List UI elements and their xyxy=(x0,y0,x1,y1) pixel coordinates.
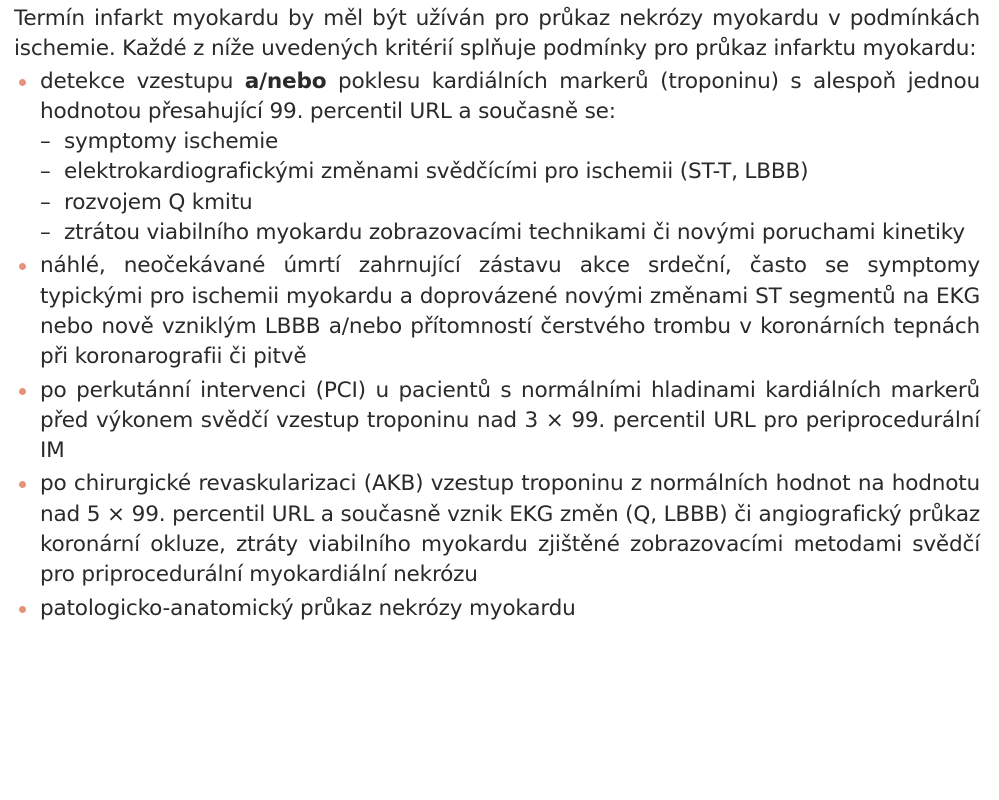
sub-item-text: rozvojem Q kmitu xyxy=(64,189,253,215)
criterion-3 xyxy=(14,376,980,467)
dash-icon: – xyxy=(40,159,51,185)
criterion-1-text-before: detekce vzestupu xyxy=(40,68,245,94)
criterion-1-text-after: poklesu kardiálních markerů (troponinu) s alespoň jednou hodnotou přesahující 99. percentil URL a současně se: xyxy=(40,68,980,124)
criterion-1-bold: a/nebo xyxy=(244,68,327,94)
sub-item xyxy=(40,218,980,248)
criterion-5 xyxy=(14,594,980,624)
intro-paragraph: Termín infarkt myokardu by měl být užíván pro průkaz nekrózy myokardu v podmínkách ischemie. Každé z níže uvedených kritérií splňuje podmínky pro průkaz infarktu myokardu: xyxy=(14,6,980,62)
sub-item xyxy=(40,127,980,157)
sub-item-text: ztrátou viabilního myokardu zobrazovacími technikami či novými poruchami kinetiky xyxy=(64,220,965,246)
criteria-list xyxy=(14,67,980,624)
criterion-1 xyxy=(14,67,980,249)
sub-item xyxy=(40,157,980,187)
document-body xyxy=(14,4,980,627)
criterion-2 xyxy=(14,251,980,372)
bullet-icon xyxy=(19,481,26,488)
sub-item-text: symptomy ischemie xyxy=(64,129,279,155)
sub-item-text: elektrokardiografickými změnami svědčícími pro ischemii (ST-T, LBBB) xyxy=(64,159,809,185)
bullet-icon xyxy=(19,606,26,613)
dash-icon: – xyxy=(40,129,51,155)
criterion-3-text: po perkutánní intervenci (PCI) u pacientů s normálními hladinami kardiálních markerů před výkonem svědčí vzestup troponinu nad 3 × 99. percentil URL pro periprocedurální IM xyxy=(40,377,980,464)
criterion-4 xyxy=(14,469,980,590)
bullet-icon xyxy=(19,79,26,86)
criterion-2-text: náhlé, neočekávané úmrtí zahrnující zástavu akce srdeční, často se symptomy typickými pro ischemii myokardu a doprovázené novými změnami ST segmentů na EKG nebo nově vzniklým LBBB a/nebo přítomností čerstvého trombu v koronárních tepnách při koronarografii či pitvě xyxy=(40,253,980,370)
dash-icon: – xyxy=(40,220,51,246)
criterion-1-sublist xyxy=(40,127,980,248)
bullet-icon xyxy=(19,388,26,395)
criterion-5-text: patologicko-anatomický průkaz nekrózy myokardu xyxy=(40,595,576,621)
sub-item xyxy=(40,188,980,218)
dash-icon: – xyxy=(40,189,51,215)
bullet-icon xyxy=(19,263,26,270)
criterion-4-text: po chirurgické revaskularizaci (AKB) vzestup troponinu z normálních hodnot na hodnotu nad 5 × 99. percentil URL a současně vznik EKG změn (Q, LBBB) či angiografický průkaz koronární okluze, ztráty viabilního myokardu zjištěné zobrazovacími metodami svědčí pro priprocedurální myokardiální nekrózu xyxy=(40,471,980,588)
